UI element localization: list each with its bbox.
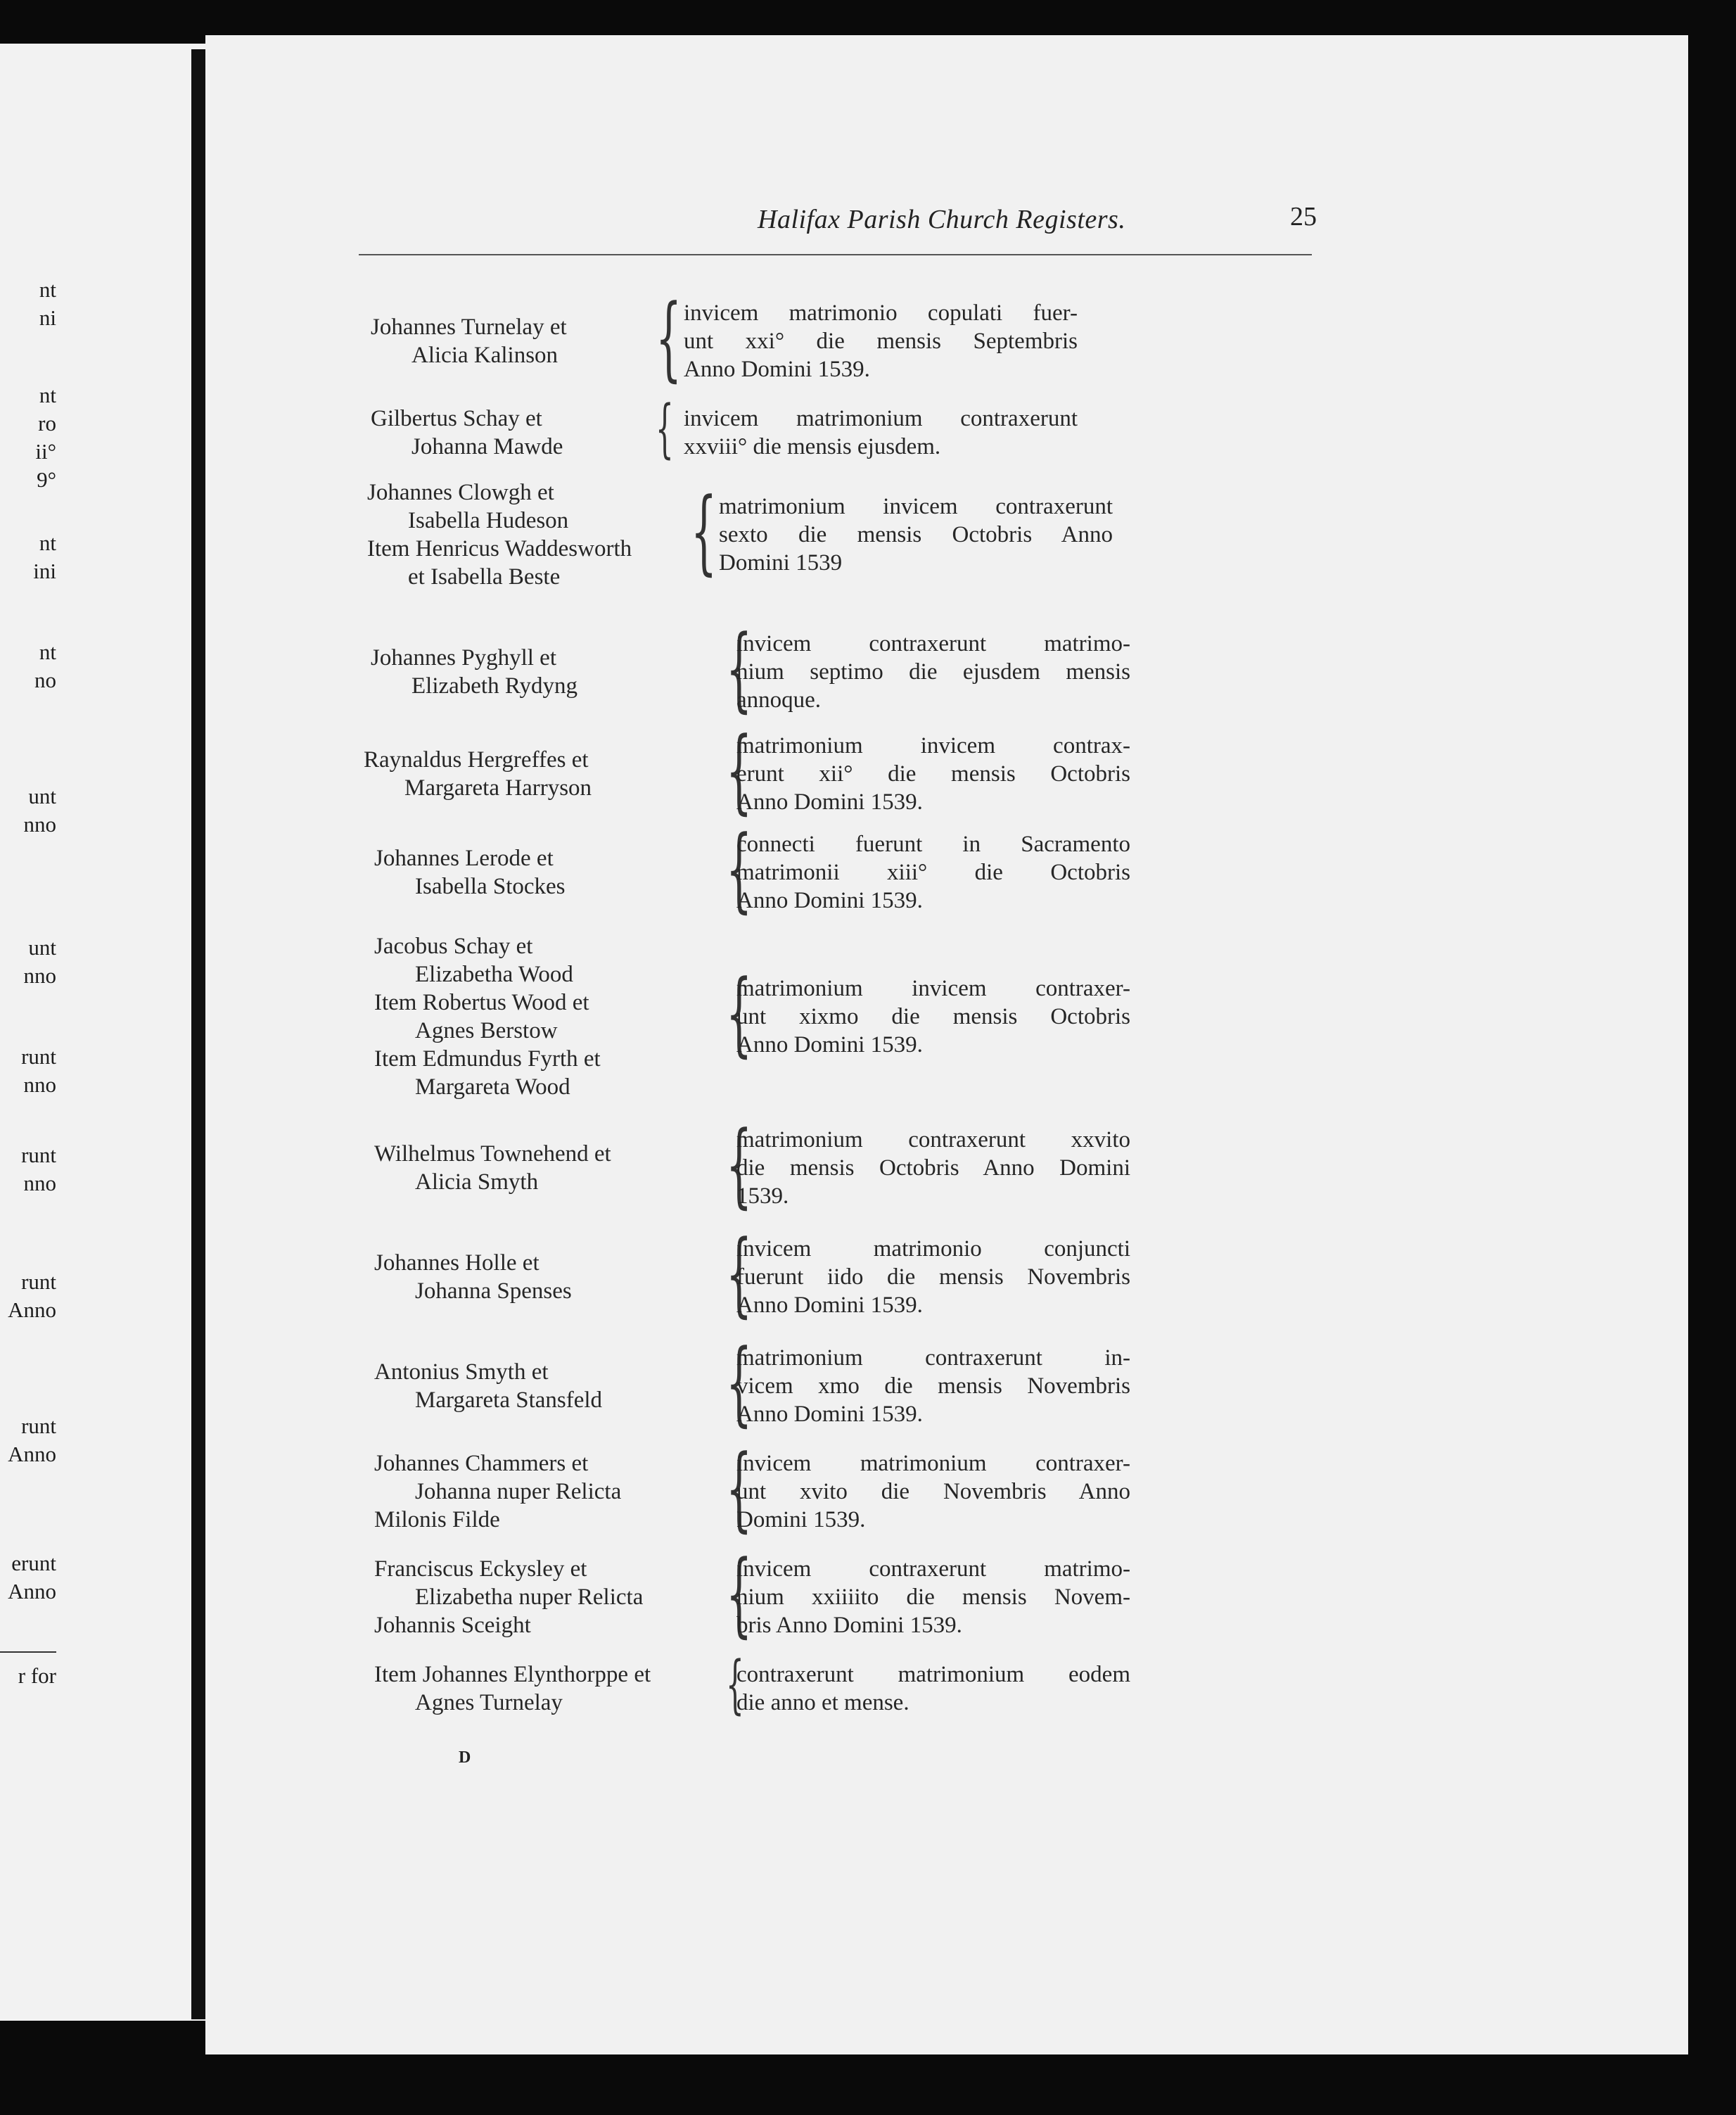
entry-names <box>367 478 698 591</box>
entry-record-line: Anno Domini 1539. <box>736 789 923 815</box>
margin-rule <box>0 1651 56 1653</box>
entry-name-line: Elizabeth Rydyng <box>411 673 578 699</box>
margin-fragment: 9° <box>37 467 56 492</box>
entry-names <box>374 1660 705 1717</box>
brace-icon: { <box>726 1220 753 1327</box>
entry-record <box>736 1660 1130 1717</box>
entry-record-line: fuerunt iido die mensis Novembris <box>736 1264 1130 1290</box>
entry-record-line: Domini 1539. <box>736 1507 866 1532</box>
entry-record-line: Anno Domini 1539. <box>736 1402 923 1427</box>
margin-fragment: Anno <box>8 1442 56 1466</box>
entry-name-line: Margareta Stansfeld <box>415 1387 603 1413</box>
brace-icon: { <box>726 615 753 722</box>
entry-name-line: Johanna nuper Relicta <box>415 1479 622 1504</box>
entry-names <box>374 1358 705 1414</box>
entry-name-line: Elizabetha nuper Relicta <box>415 1584 644 1610</box>
margin-fragment: nt <box>39 640 56 664</box>
book-gutter <box>191 49 205 2019</box>
entry-name-line: Item Edmundus Fyrth et <box>374 1046 601 1072</box>
entry-record-line: connecti fuerunt in Sacramento <box>736 832 1130 857</box>
brace-icon: { <box>691 478 717 585</box>
entry-name-line: Alicia Smyth <box>415 1169 539 1195</box>
entry-name-line: Raynaldus Hergreffes et <box>364 747 589 773</box>
brace-icon: { <box>656 284 682 391</box>
entry-record-line: invicem matrimonio conjuncti <box>736 1236 1130 1262</box>
entry-record-line: sexto die mensis Octobris Anno <box>719 522 1113 547</box>
entry-record <box>736 1555 1130 1639</box>
signature-mark: D <box>459 1748 471 1767</box>
margin-fragment: Anno <box>8 1297 56 1322</box>
entry-name-line: Isabella Stockes <box>415 874 566 899</box>
entry-record-line: Anno Domini 1539. <box>736 888 923 913</box>
entry-record <box>684 405 1078 461</box>
register-page <box>205 35 1688 2054</box>
entry-record-line: invicem contraxerunt matrimo- <box>736 1556 1130 1582</box>
brace-icon: { <box>656 392 674 466</box>
margin-fragment: ni <box>39 305 56 330</box>
entry-record-line: Anno Domini 1539. <box>736 1032 923 1058</box>
margin-fragment: nno <box>23 812 56 837</box>
entry-record <box>736 1235 1130 1319</box>
entry-record-line: matrimonium invicem contraxerunt <box>719 494 1113 519</box>
entry-record-line: vicem xmo die mensis Novembris <box>736 1373 1130 1399</box>
entry-record-line: erunt xii° die mensis Octobris <box>736 761 1130 787</box>
entry-record-line: Anno Domini 1539. <box>684 357 870 382</box>
entry-name-line: Johannes Lerode et <box>374 846 554 871</box>
margin-fragment: unt <box>28 784 56 808</box>
entry-record-line: bris Anno Domini 1539. <box>736 1613 962 1638</box>
brace-icon: { <box>726 1435 753 1542</box>
entry-names <box>374 1140 705 1196</box>
entry-names <box>374 1555 705 1639</box>
entry-names <box>374 932 705 1101</box>
entry-name-line: Jacobus Schay et <box>374 934 533 959</box>
entry-name-line: Elizabetha Wood <box>415 962 573 987</box>
entry-names <box>371 644 701 700</box>
margin-fragment: nno <box>23 1171 56 1195</box>
margin-fragment: runt <box>21 1044 56 1069</box>
entry-names <box>371 313 701 369</box>
entry-name-line: Antonius Smyth et <box>374 1359 549 1385</box>
margin-fragment: nt <box>39 383 56 407</box>
entry-name-line: Johanna Spenses <box>415 1278 572 1304</box>
entry-name-line: Alicia Kalinson <box>411 343 559 368</box>
brace-icon: { <box>726 1329 753 1436</box>
entry-record-line: Domini 1539 <box>719 550 843 576</box>
margin-fragment: nt <box>39 531 56 555</box>
margin-fragment: erunt <box>11 1551 56 1575</box>
margin-fragment: Anno <box>8 1579 56 1603</box>
entry-record <box>684 299 1078 383</box>
entry-name-line: Milonis Filde <box>374 1507 500 1532</box>
entry-record <box>736 830 1130 915</box>
entry-record-line: annoque. <box>736 687 822 713</box>
margin-fragment: runt <box>21 1269 56 1294</box>
brace-icon: { <box>726 960 753 1067</box>
margin-fragment: unt <box>28 935 56 960</box>
entry-record-line: invicem matrimonium contraxerunt <box>684 406 1078 431</box>
header-rule <box>359 254 1312 255</box>
entry-name-line: Margareta Wood <box>415 1074 570 1100</box>
entry-name-line: Johannes Holle et <box>374 1250 540 1276</box>
brace-icon: { <box>726 1540 753 1647</box>
entry-name-line: Item Johannes Elynthorppe et <box>374 1662 651 1687</box>
brace-icon: { <box>726 815 753 922</box>
entry-name-line: Item Robertus Wood et <box>374 990 589 1015</box>
entry-name-line: Agnes Berstow <box>415 1018 558 1043</box>
entry-name-line: Franciscus Eckysley et <box>374 1556 587 1582</box>
entry-name-line: Agnes Turnelay <box>415 1690 563 1715</box>
entry-record-line: invicem contraxerunt matrimo- <box>736 631 1130 656</box>
margin-fragment: nno <box>23 1072 56 1097</box>
entry-name-line: Johannes Turnelay et <box>371 315 567 340</box>
margin-fragment: nt <box>39 277 56 302</box>
margin-fragment: ro <box>38 411 56 436</box>
entry-name-line: Johannis Sceight <box>374 1613 531 1638</box>
margin-fragment: no <box>34 668 56 692</box>
entry-record-line: unt xvito die Novembris Anno <box>736 1479 1130 1504</box>
entry-names <box>374 844 705 901</box>
margin-fragment: nno <box>23 963 56 988</box>
entry-record-line: matrimonium invicem contraxer- <box>736 976 1130 1001</box>
entry-name-line: Johannes Pyghyll et <box>371 645 556 671</box>
entry-record-line: xxviii° die mensis ejusdem. <box>684 434 941 459</box>
entry-name-line: Johannes Clowgh et <box>367 480 554 505</box>
entry-names <box>371 405 701 461</box>
entry-record-line: invicem matrimonium contraxer- <box>736 1451 1130 1476</box>
entry-record-line: unt xxi° die mensis Septembris <box>684 329 1078 354</box>
entry-record-line: Anno Domini 1539. <box>736 1292 923 1318</box>
entry-record-line: contraxerunt matrimonium eodem <box>736 1662 1130 1687</box>
margin-fragment: ii° <box>35 439 56 464</box>
brace-icon: { <box>726 1648 744 1722</box>
entry-name-line: Item Henricus Waddesworth <box>367 536 632 561</box>
entry-record-line: nium xxiiiito die mensis Novem- <box>736 1584 1130 1610</box>
margin-fragment: ini <box>33 559 56 583</box>
entry-record-line: matrimonii xiii° die Octobris <box>736 860 1130 885</box>
entry-record-line: unt xixmo die mensis Octobris <box>736 1004 1130 1029</box>
entry-record <box>736 1449 1130 1534</box>
entry-record <box>736 974 1130 1059</box>
entry-name-line: Gilbertus Schay et <box>371 406 542 431</box>
page-number: 25 <box>1290 202 1317 231</box>
margin-fragment: runt <box>21 1143 56 1167</box>
page-title: Halifax Parish Church Registers. <box>758 205 1126 234</box>
entry-record <box>736 1344 1130 1428</box>
brace-icon: { <box>726 1111 753 1218</box>
entry-record <box>736 732 1130 816</box>
entry-record <box>736 1126 1130 1210</box>
entry-name-line: Johanna Mawde <box>411 434 563 459</box>
running-header <box>547 204 1317 243</box>
entry-record <box>736 630 1130 714</box>
entry-names <box>374 1249 705 1305</box>
entry-record-line: invicem matrimonio copulati fuer- <box>684 300 1078 326</box>
entry-name-line: et Isabella Beste <box>408 564 561 590</box>
entry-name-line: Isabella Hudeson <box>408 508 569 533</box>
entry-name-line: Margareta Harryson <box>404 775 592 801</box>
entry-record-line: matrimonium invicem contrax- <box>736 733 1130 758</box>
entry-name-line: Johannes Chammers et <box>374 1451 589 1476</box>
entry-record-line: nium septimo die ejusdem mensis <box>736 659 1130 685</box>
margin-fragment: runt <box>21 1414 56 1438</box>
entry-record-line: matrimonium contraxerunt in- <box>736 1345 1130 1371</box>
brace-icon: { <box>726 717 753 824</box>
facing-page-edge <box>0 44 215 2021</box>
entry-names <box>374 1449 705 1534</box>
entry-record-line: die anno et mense. <box>736 1690 910 1715</box>
entry-record-line: die mensis Octobris Anno Domini <box>736 1155 1130 1181</box>
entry-names <box>364 746 694 802</box>
entry-record-line: matrimonium contraxerunt xxvito <box>736 1127 1130 1152</box>
entry-name-line: Wilhelmus Townehend et <box>374 1141 611 1167</box>
entry-record-line: 1539. <box>736 1183 789 1209</box>
margin-fragment: r for <box>18 1663 56 1688</box>
entry-record <box>719 493 1113 577</box>
